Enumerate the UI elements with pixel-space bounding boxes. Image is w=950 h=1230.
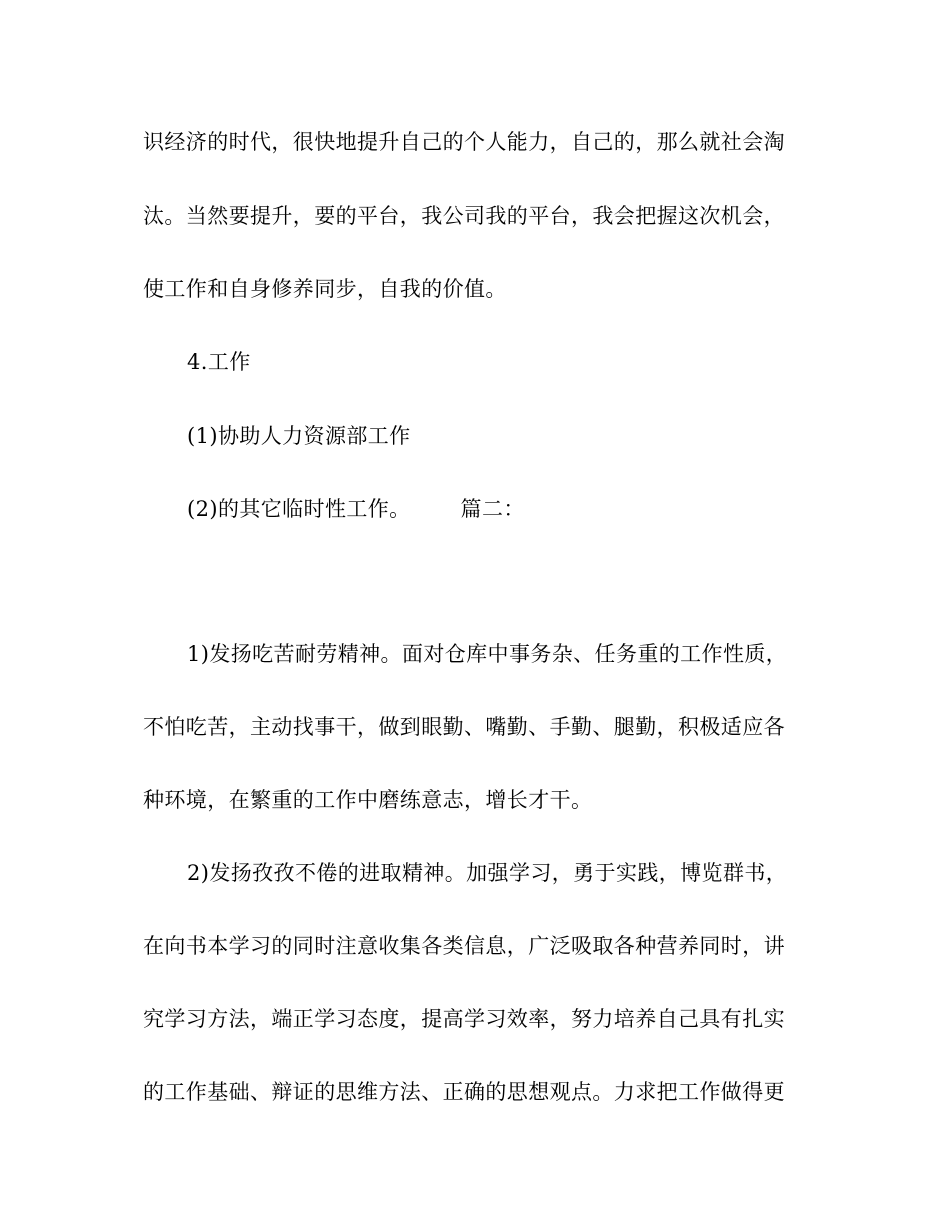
paragraph-line: 不怕吃苦，主动找事干，做到眼勤、嘴勤、手勤、腿勤，积极适应各 xyxy=(143,715,785,739)
section-heading: 篇二： xyxy=(460,497,525,521)
paragraph-line: 究学习方法，端正学习态度，提高学习效率，努力培养自己具有扎实 xyxy=(143,1007,785,1031)
paragraph-line: 种环境，在繁重的工作中磨练意志，增长才干。 xyxy=(143,788,593,812)
paragraph-line: 使工作和自身修养同步，自我的价值。 xyxy=(143,277,507,301)
paragraph-line: 汰。当然要提升，要的平台，我公司我的平台，我会把握这次机会， xyxy=(143,204,785,228)
paragraph-line: 的工作基础、辩证的思维方法、正确的思想观点。力求把工作做得更 xyxy=(143,1080,785,1104)
list-item: (2)的其它临时性工作。 xyxy=(187,497,411,521)
list-item: (1)协助人力资源部工作 xyxy=(187,424,411,448)
paragraph-line: 识经济的时代，很快地提升自己的个人能力，自己的，那么就社会淘 xyxy=(143,130,785,154)
list-item-with-heading xyxy=(187,494,525,524)
paragraph-line: 1)发扬吃苦耐劳精神。面对仓库中事务杂、任务重的工作性质， xyxy=(187,642,788,666)
section-heading: 4.工作 xyxy=(187,350,251,374)
paragraph-line: 2)发扬孜孜不倦的进取精神。加强学习，勇于实践，博览群书， xyxy=(187,861,788,885)
paragraph-line: 在向书本学习的同时注意收集各类信息，广泛吸取各种营养同时，讲 xyxy=(143,934,785,958)
